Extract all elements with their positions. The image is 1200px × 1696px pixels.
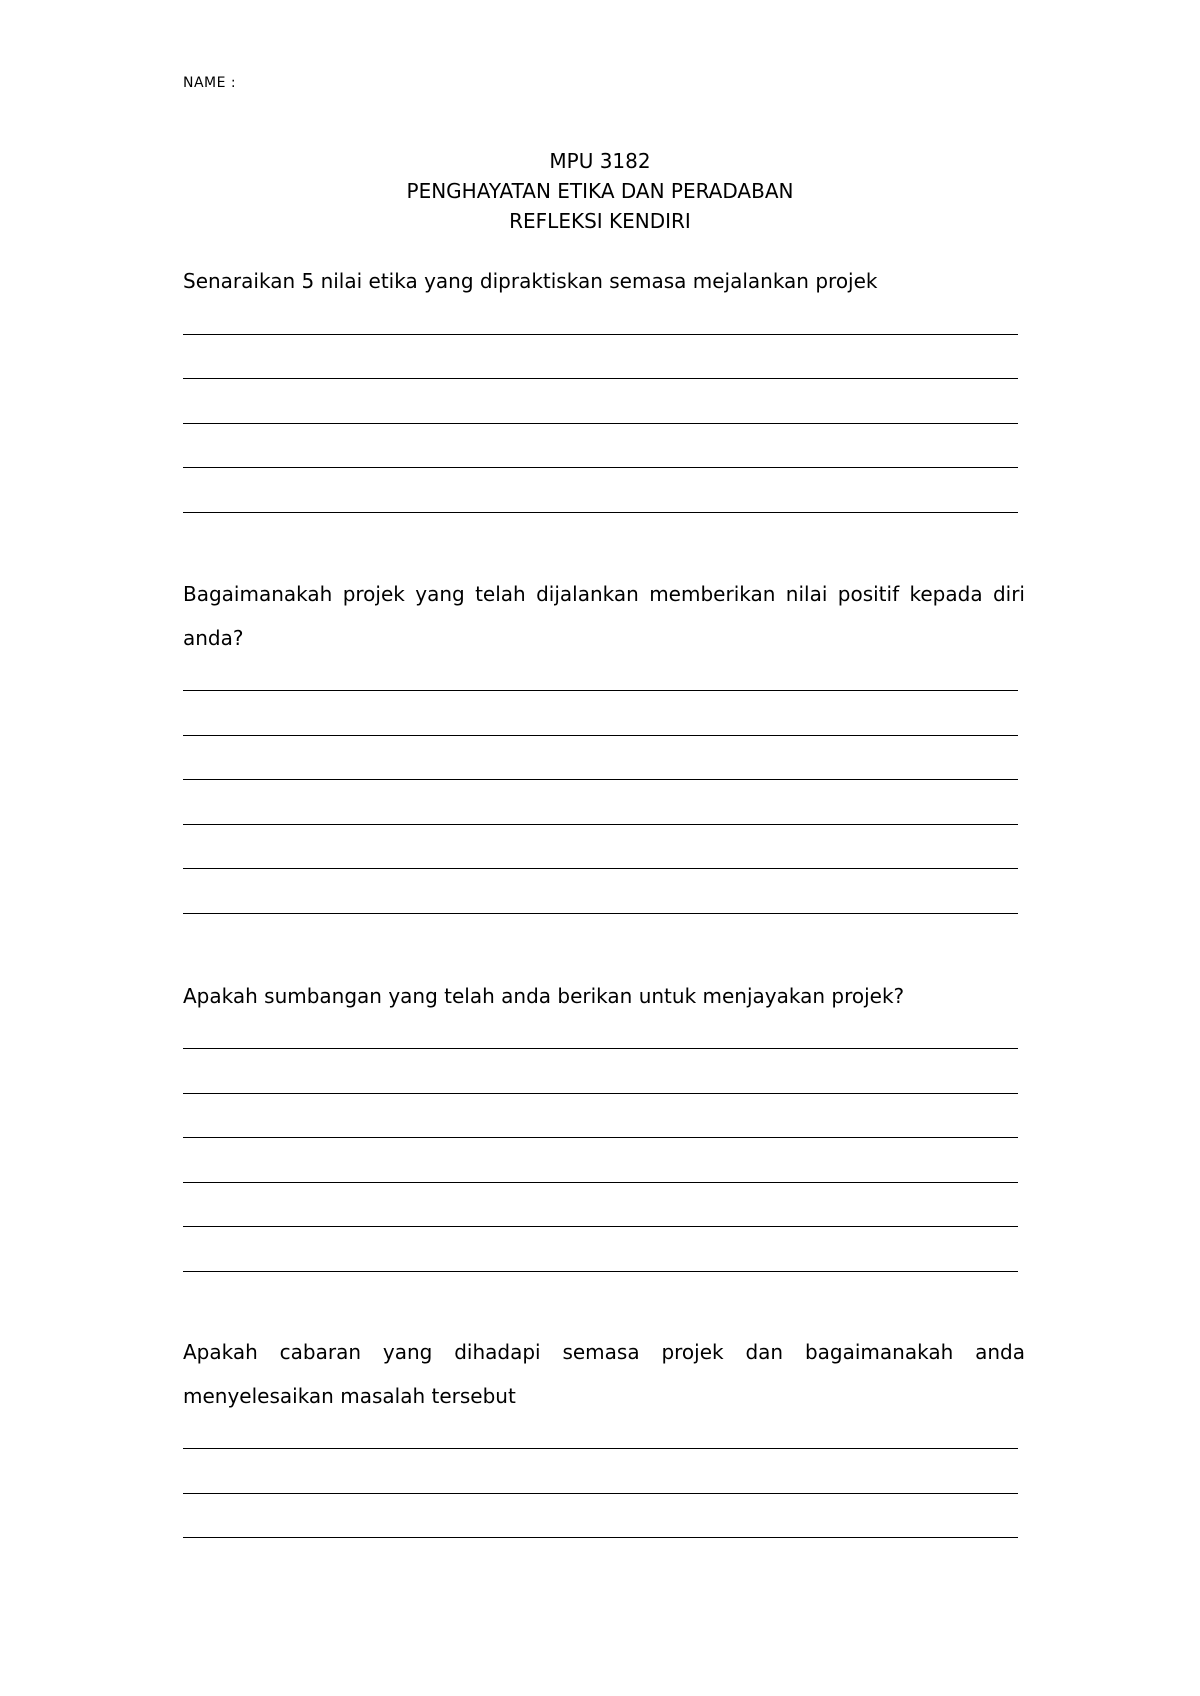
answer-line[interactable] — [183, 1226, 1018, 1227]
answer-line[interactable] — [183, 1493, 1018, 1494]
answer-line[interactable] — [183, 1048, 1018, 1049]
answer-line[interactable] — [183, 1448, 1018, 1449]
answer-line[interactable] — [183, 779, 1018, 780]
question-2: Bagaimanakah projek yang telah dijalankan memberikan nilai positif kepada diri anda? — [183, 582, 1025, 650]
answer-line[interactable] — [183, 512, 1018, 513]
question-3: Apakah sumbangan yang telah anda berikan untuk menjayakan projek? — [183, 984, 905, 1008]
question-4: Apakah cabaran yang dihadapi semasa projek dan bagaimanakah anda menyelesaikan masalah tersebut — [183, 1340, 1025, 1408]
answer-line[interactable] — [183, 868, 1018, 869]
answer-line[interactable] — [183, 467, 1018, 468]
document-subtitle: REFLEKSI KENDIRI — [509, 209, 691, 233]
answer-line[interactable] — [183, 1093, 1018, 1094]
answer-line[interactable] — [183, 1271, 1018, 1272]
answer-line[interactable] — [183, 913, 1018, 914]
course-title: PENGHAYATAN ETIKA DAN PERADABAN — [406, 179, 794, 203]
answer-line[interactable] — [183, 1137, 1018, 1138]
question-1: Senaraikan 5 nilai etika yang dipraktiskan semasa mejalankan projek — [183, 269, 878, 293]
answer-line[interactable] — [183, 690, 1018, 691]
answer-line[interactable] — [183, 1537, 1018, 1538]
answer-line[interactable] — [183, 1182, 1018, 1183]
answer-line[interactable] — [183, 378, 1018, 379]
name-label: NAME : — [183, 75, 237, 91]
course-code: MPU 3182 — [549, 149, 651, 173]
answer-line[interactable] — [183, 334, 1018, 335]
answer-line[interactable] — [183, 824, 1018, 825]
answer-line[interactable] — [183, 735, 1018, 736]
answer-line[interactable] — [183, 423, 1018, 424]
